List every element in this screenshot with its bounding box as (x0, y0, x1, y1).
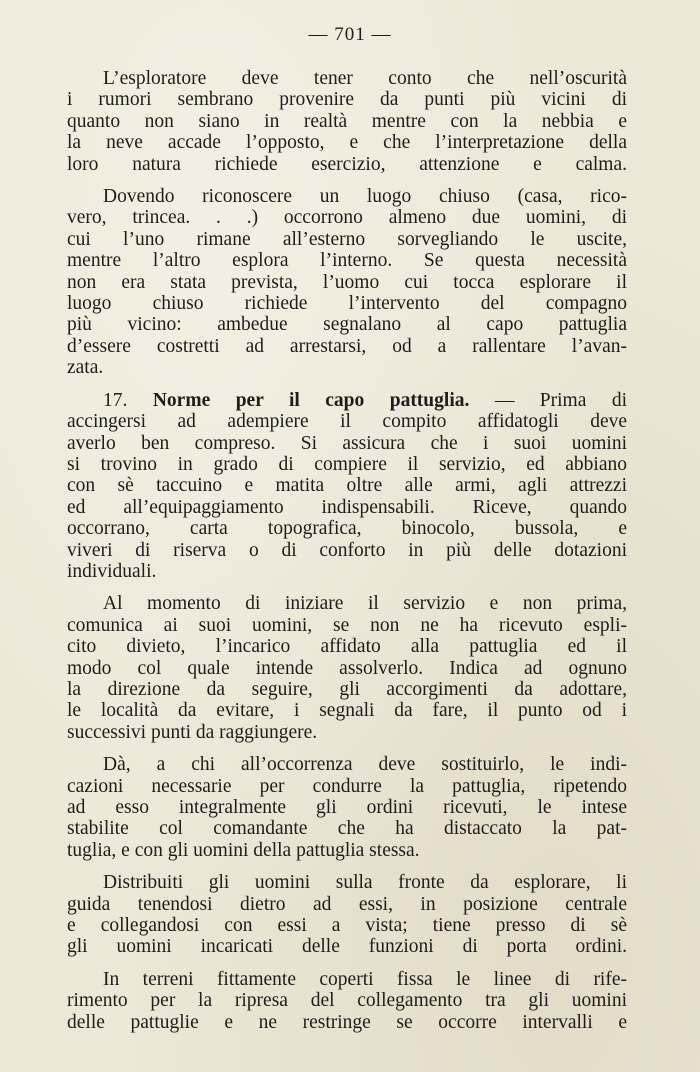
text-line: — Prima di (494, 389, 628, 411)
text-line: successivi punti da raggiungere. (67, 721, 318, 743)
text-line: L’esploratore deve tener conto che nell’oscurità (103, 68, 627, 89)
text-line: stabilite col comandante che ha distaccato la pat- (67, 818, 627, 840)
text-line: individuali. (67, 560, 157, 582)
paragraph (67, 872, 627, 958)
text-line: vero, trincea. . .) occorrono almeno due uomini, di (67, 207, 627, 229)
text-line: le località da evitare, i segnali da fare, il punto od i (67, 700, 627, 722)
text-line: accingersi ad adempiere il compito affidatogli deve (67, 411, 627, 433)
section-number: 17. (103, 389, 128, 411)
text-line: più vicino: ambedue segnalano al capo pattuglia (67, 314, 627, 336)
text-line: ed all’equipaggiamento indispensabili. Riceve, quando (67, 496, 627, 518)
paragraph (67, 754, 627, 861)
text-line: e collegandosi con essi a vista; tiene presso di sè (67, 915, 627, 937)
text-line: zata. (67, 357, 104, 379)
text-line: si trovino in grado di compiere il servizio, ed abbiano (67, 453, 627, 475)
text-line: comunica ai suoi uomini, se non ne ha ricevuto espli- (67, 614, 627, 636)
paragraph (67, 186, 627, 379)
text-line: la direzione da seguire, gli accorgimenti da adottare, (67, 678, 627, 700)
paragraph (67, 969, 627, 1033)
text-line: gli uomini incaricati delle funzioni di porta ordini. (67, 936, 627, 958)
paragraph (67, 593, 627, 743)
text-line: rimento per la ripresa del collegamento tra gli uomini (67, 990, 627, 1012)
paragraph (67, 68, 627, 175)
text-line: delle pattuglie e ne restringe se occorre intervalli e (67, 1011, 627, 1033)
text-line: la neve accade l’opposto, e che l’interpretazione della (67, 132, 627, 154)
text-line: averlo ben compreso. Si assicura che i suoi uomini (67, 432, 627, 454)
section-heading-line (67, 390, 627, 411)
page-number: — 701 — (308, 24, 392, 45)
text-line: Dovendo riconoscere un luogo chiuso (casa, rico- (103, 186, 627, 208)
section-title: Norme per il capo pattuglia. (152, 389, 470, 411)
text-line: mentre l’altro esplora l’interno. Se questa necessità (67, 250, 627, 272)
text-line: Dà, a chi all’occorrenza deve sostituirlo, le indi- (103, 754, 627, 776)
text-line: luogo chiuso richiede l’intervento del compagno (67, 293, 627, 315)
text-line: loro natura richiede esercizio, attenzione e calma. (67, 153, 627, 175)
text-line: viveri di riserva o di conforto in più delle dotazioni (67, 539, 627, 561)
text-line: modo col quale intende assolverlo. Indica ad ognuno (67, 657, 627, 679)
text-line: cui l’uno rimane all’esterno sorvegliando le uscite, (67, 228, 627, 250)
text-line: i rumori sembrano provenire da punti più vicini di (67, 89, 627, 111)
page-body (67, 68, 627, 1044)
text-line: cazioni necessarie per condurre la pattuglia, ripetendo (67, 775, 627, 797)
text-line: Al momento di iniziare il servizio e non prima, (103, 593, 627, 615)
text-line: non era stata prevista, l’uomo cui tocca esplorare il (67, 271, 627, 293)
text-line: cito divieto, l’incarico affidato alla pattuglia ed il (67, 636, 627, 658)
text-line: quanto non siano in realtà mentre con la nebbia e (67, 110, 627, 132)
text-line: occorrano, carta topografica, binocolo, bussola, e (67, 518, 627, 540)
text-line: ad esso integralmente gli ordini ricevuti, le intese (67, 797, 627, 818)
text-line: guida tenendosi dietro ad essi, in posizione centrale (67, 893, 627, 915)
text-line: d’essere costretti ad arrestarsi, od a rallentare l’avan- (67, 335, 627, 357)
text-line: con sè taccuino e matita oltre alle armi, agli attrezzi (67, 475, 627, 497)
text-line: In terreni fittamente coperti fissa le linee di rife- (103, 968, 627, 990)
text-line: Distribuiti gli uomini sulla fronte da esplorare, li (103, 872, 627, 894)
section-17 (67, 390, 627, 583)
text-line: tuglia, e con gli uomini della pattuglia stessa. (67, 839, 420, 861)
